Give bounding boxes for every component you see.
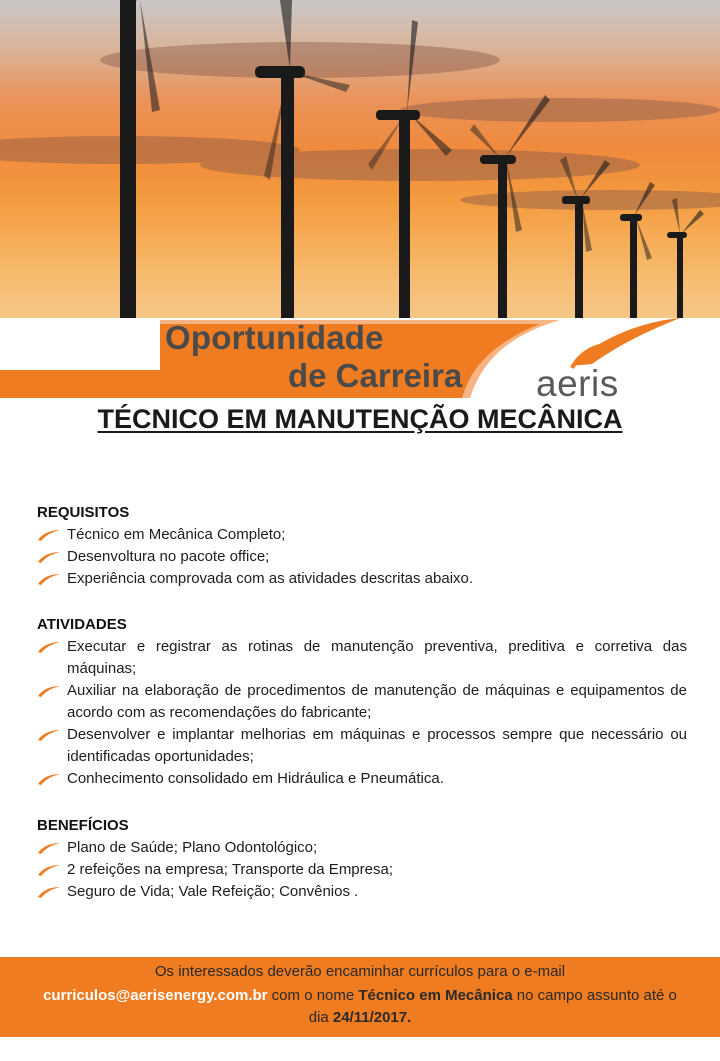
section-heading: REQUISITOS xyxy=(37,504,130,521)
section-atividades xyxy=(37,616,687,790)
job-title xyxy=(0,404,720,435)
footer-banner xyxy=(0,957,720,1037)
job-title-text: TÉCNICO EM MANUTENÇÃO MECÂNICA xyxy=(97,404,623,434)
footer-line3: dia 24/11/2017. xyxy=(308,1009,412,1026)
list-item: Seguro de Vida; Vale Refeição; Convênios . xyxy=(37,881,687,903)
orange-swoosh-icon xyxy=(37,773,61,785)
list-item: Executar e registrar as rotinas de manutenção preventiva, preditiva e corretiva das máquinas; xyxy=(37,636,687,680)
subject-text: Técnico em Mecânica xyxy=(358,987,513,1004)
wind-turbines-illustration xyxy=(0,0,720,330)
title-line1: Oportunidade xyxy=(165,319,384,356)
section-heading: ATIVIDADES xyxy=(37,616,127,633)
email-link[interactable]: curriculos@aerisenergy.com.br xyxy=(43,987,268,1004)
footer-line2: curriculos@aerisenergy.com.br com o nome Técnico em Mecânica no campo assunto até o xyxy=(43,987,677,1004)
list-item: 2 refeições na empresa; Transporte da Empresa; xyxy=(37,859,687,881)
orange-swoosh-icon xyxy=(37,641,61,653)
hero-image xyxy=(0,0,720,330)
orange-swoosh-icon xyxy=(37,729,61,741)
orange-swoosh-icon xyxy=(37,864,61,876)
orange-swoosh-icon xyxy=(37,573,61,585)
orange-swoosh-icon xyxy=(37,842,61,854)
list-item: Desenvoltura no pacote office; xyxy=(37,546,687,568)
title-line2: de Carreira xyxy=(288,357,463,394)
list-item: Desenvolver e implantar melhorias em máquinas e processos sempre que necessário ou identificadas oportunidades; xyxy=(37,724,687,768)
footer-line1: Os interessados deverão encaminhar currículos para o e-mail xyxy=(154,963,566,980)
section-heading: BENEFÍCIOS xyxy=(37,817,129,834)
list-item: Técnico em Mecânica Completo; xyxy=(37,524,687,546)
orange-swoosh-icon xyxy=(37,551,61,563)
list-item: Conhecimento consolidado em Hidráulica e Pneumática. xyxy=(37,768,687,790)
deadline-date: 24/11/2017. xyxy=(332,1009,412,1026)
brand-logo-text: aeris xyxy=(536,363,619,404)
list-item: Experiência comprovada com as atividades descritas abaixo. xyxy=(37,568,687,590)
orange-swoosh-icon xyxy=(37,529,61,541)
list-item: Auxiliar na elaboração de procedimentos de manutenção de máquinas e equipamentos de acordo com as recomendações do fabricante; xyxy=(37,680,687,724)
orange-swoosh-icon xyxy=(37,886,61,898)
section-beneficios xyxy=(37,817,687,903)
orange-swoosh-icon xyxy=(37,685,61,697)
list-item: Plano de Saúde; Plano Odontológico; xyxy=(37,837,687,859)
section-requisitos xyxy=(37,504,687,590)
